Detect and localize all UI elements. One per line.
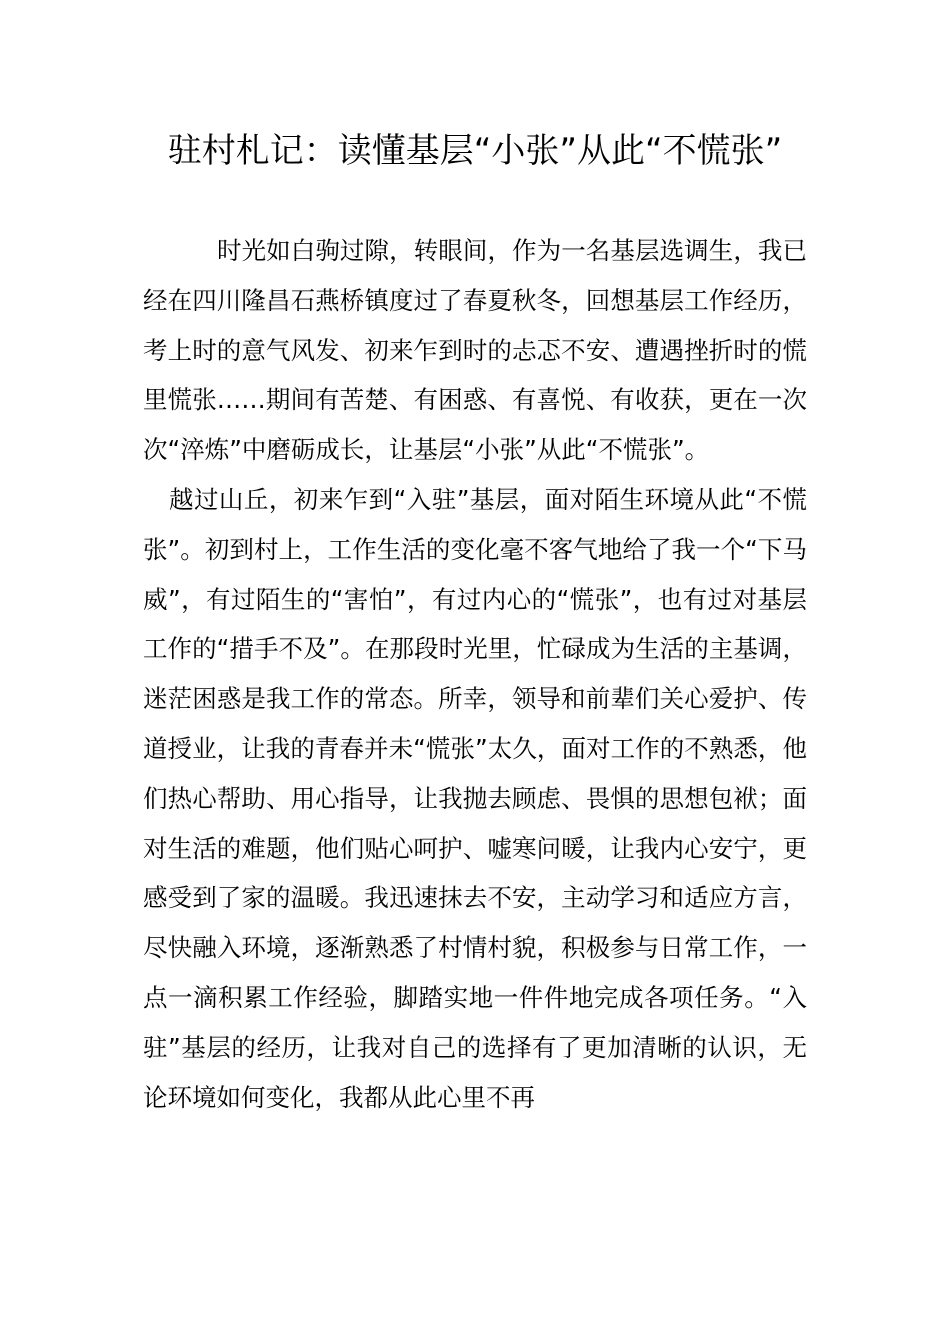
paragraph-2: 越过山丘，初来乍到“入驻”基层，面对陌生环境从此“不慌张”。初到村上，工作生活的变化毫不客气地给了我一个“下马威”，有过陌生的“害怕”，有过内心的“慌张”，也有过对基层工作的“措手不及”。在那段时光里，忙碌成为生活的主基调，迷茫困惑是我工作的常态。所幸，领导和前辈们关心爱护、传道授业，让我的青春并未“慌张”太久，面对工作的不熟悉，他们热心帮助、用心指导，让我抛去顾虑、畏惧的思想包袱；面对生活的难题，他们贴心呵护、嘘寒问暖，让我内心安宁，更感受到了家的温暖。我迅速抹去不安，主动学习和适应方言，尽快融入环境，逐渐熟悉了村情村貌，积极参与日常工作，一点一滴积累工作经验，脚踏实地一件件地完成各项任务。“入驻”基层的经历，让我对自己的选择有了更加清晰的认识，无论环境如何变化，我都从此心里不再: [143, 484, 807, 1112]
document-body: [143, 226, 807, 1122]
document-title: 驻村札记：读懂基层“小张”从此“不慌张”: [167, 131, 783, 171]
paragraph-1: 时光如白驹过隙，转眼间，作为一名基层选调生，我已经在四川隆昌石燕桥镇度过了春夏秋冬，回想基层工作经历，考上时的意气风发、初来乍到时的忐忑不安、遭遇挫折时的慌里慌张……期间有苦楚、有困惑、有喜悦、有收获，更在一次次“淬炼”中磨砺成长，让基层“小张”从此“不慌张”。: [143, 236, 807, 465]
